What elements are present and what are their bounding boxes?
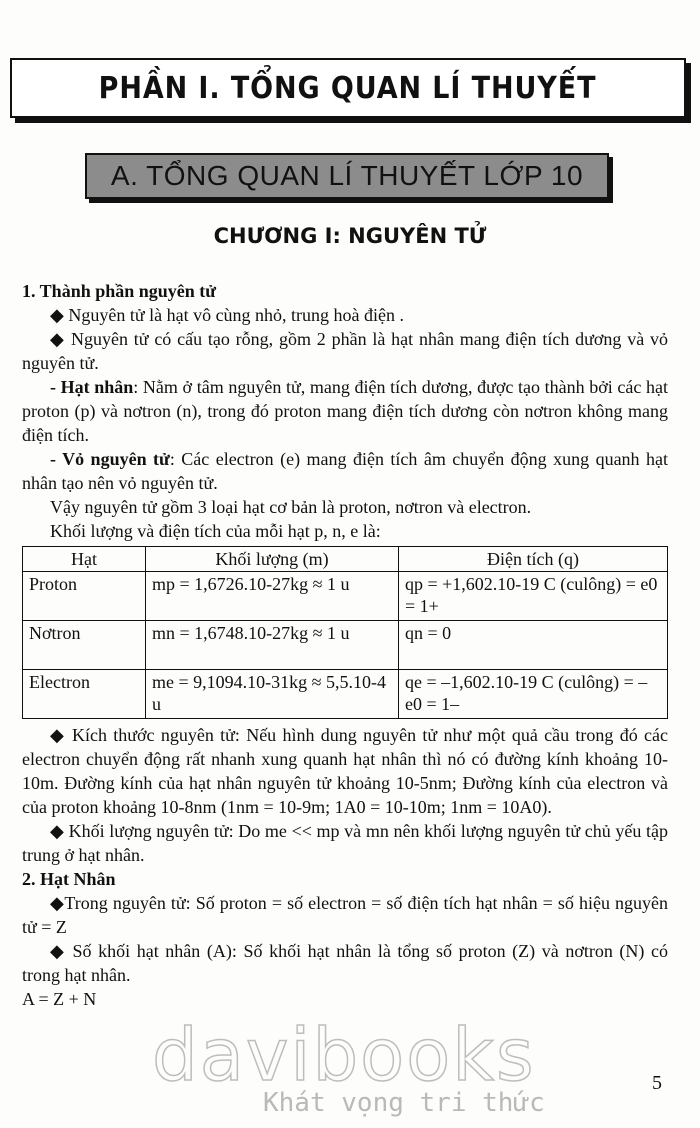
cell-mass: mp = 1,6726.10-27kg ≈ 1 u xyxy=(146,572,399,621)
shell-label: - Vỏ nguyên tử xyxy=(50,449,170,469)
atomic-number-paragraph: ◆Trong nguyên tử: Số proton = số electron = số điện tích hạt nhân = số hiệu nguyên tử = Z xyxy=(22,893,669,937)
mass-number-formula: A = Z + N xyxy=(22,989,97,1009)
cell-charge: qp = +1,602.10-19 C (culông) = e0 = 1+ xyxy=(399,572,668,621)
section-title: A. TỔNG QUAN LÍ THUYẾT LỚP 10 xyxy=(110,160,584,191)
table-row xyxy=(23,670,668,719)
cell-charge: qn = 0 xyxy=(399,621,668,670)
page-number: 5 xyxy=(652,1072,662,1094)
diamond-bullet-icon: ◆ xyxy=(50,329,66,349)
cell-name: Electron xyxy=(23,670,146,719)
cell-mass: mn = 1,6748.10-27kg ≈ 1 u xyxy=(146,621,399,670)
diamond-bullet-icon: ◆ xyxy=(50,725,66,745)
chapter-title: CHƯƠNG I: NGUYÊN TỬ xyxy=(213,224,487,248)
cell-charge: qe = –1,602.10-19 C (culông) = –e0 = 1– xyxy=(399,670,668,719)
table-row xyxy=(23,572,668,621)
diamond-bullet-icon: ◆ xyxy=(50,893,65,913)
diamond-bullet-icon: ◆ xyxy=(50,821,64,841)
nucleus-paragraph: - Hạt nhân: Nằm ở tâm nguyên tử, mang điện tích dương, được tạo thành bởi các hạt proton (p) và nơtron (n), trong đó proton mang điện tích dương còn nơtron không mang điện tích. xyxy=(22,377,668,445)
particle-table xyxy=(22,546,668,719)
watermark-tagline: Khát vọng tri thức xyxy=(263,1088,545,1118)
mass-number-paragraph: ◆ Số khối hạt nhân (A): Số khối hạt nhân là tổng số proton (Z) và nơtron (N) có trong hạt nhân. xyxy=(22,941,668,985)
body-text xyxy=(22,279,668,1011)
table-intro: Khối lượng và điện tích của mỗi hạt p, n, e là: xyxy=(50,521,381,541)
section-2-heading: 2. Hạt Nhân xyxy=(22,869,116,889)
header-charge: Điện tích (q) xyxy=(399,547,668,572)
watermark-brand: davibooks xyxy=(152,1013,536,1097)
cell-name: Nơtron xyxy=(23,621,146,670)
section-title-box xyxy=(85,153,609,199)
nucleus-label: - Hạt nhân xyxy=(50,377,134,397)
header-particle: Hạt xyxy=(23,547,146,572)
shell-paragraph: - Vỏ nguyên tử: Các electron (e) mang điện tích âm chuyển động xung quanh hạt nhân tạo nên vỏ nguyên tử. xyxy=(22,449,668,493)
table-header-row xyxy=(23,547,668,572)
summary-text: Vậy nguyên tử gồm 3 loại hạt cơ bản là proton, nơtron và electron. xyxy=(50,497,532,517)
section-1-heading: 1. Thành phần nguyên tử xyxy=(22,281,217,301)
size-paragraph: ◆ Kích thước nguyên tử: Nếu hình dung nguyên tử như một quả cầu trong đó các electron chuyển động rất nhanh xung quanh hạt nhân thì nó có đường kính khoảng 10-10m. Đường kính của hạt nhân nguyên tử khoảng 10-5nm; Đường kính của electron và của proton khoảng 10-8nm (1nm = 10-9m; 1A0 = 10-10m; 1nm = 10A0). xyxy=(22,725,668,817)
cell-mass: me = 9,1094.10-31kg ≈ 5,5.10-4 u xyxy=(146,670,399,719)
diamond-bullet-icon: ◆ xyxy=(50,305,64,325)
part-title-box xyxy=(10,58,686,118)
bullet-1: ◆ Nguyên tử là hạt vô cùng nhỏ, trung hoà điện . xyxy=(50,305,405,325)
table-row xyxy=(23,621,668,670)
header-mass: Khối lượng (m) xyxy=(146,547,399,572)
mass-paragraph: ◆ Khối lượng nguyên tử: Do me << mp và mn nên khối lượng nguyên tử chủ yếu tập trung ở hạt nhân. xyxy=(22,821,669,865)
diamond-bullet-icon: ◆ xyxy=(50,941,66,961)
bullet-2: ◆ Nguyên tử có cấu tạo rỗng, gồm 2 phần là hạt nhân mang điện tích dương và vỏ nguyên tử. xyxy=(22,329,669,373)
cell-name: Proton xyxy=(23,572,146,621)
part-title: PHẦN I. TỔNG QUAN LÍ THUYẾT xyxy=(99,70,597,106)
